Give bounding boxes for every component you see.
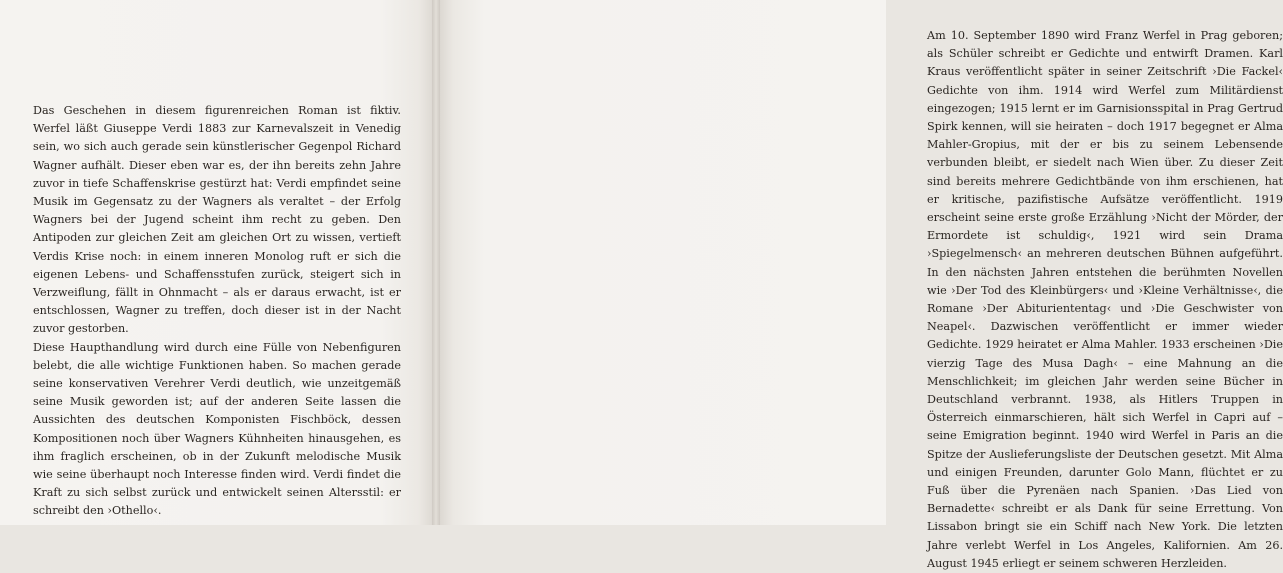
left-page-text <box>33 102 401 521</box>
book-gutter <box>432 0 440 525</box>
left-page <box>0 0 432 525</box>
left-paragraph-characters: Diese Haupthandlung wird durch eine Fülle von Nebenfiguren belebt, die alle wichtige Funktionen haben. So machen gerade seine konservativen Verehrer Verdi deutlich, wie unzeitgemäß seine Musik geworden ist; auf der anderen Seite lassen die Aussichten des deutschen Komponisten Fischböck, dessen Kompositionen noch über Wagners Kühnheiten hinausgehen, es ihm fraglich erscheinen, ob in der Zukunft melodische Musik wie seine überhaupt noch Interesse finden wird. Verdi findet die Kraft zu sich selbst zurück und entwickelt seinen Altersstil: er schreibt den ›Othello‹. <box>33 340 401 518</box>
right-page <box>440 0 1283 570</box>
right-paragraph-biography: Am 10. September 1890 wird Franz Werfel in Prag geboren; als Schüler schreibt er Gedichte und entwirft Dramen. Karl Kraus veröffentlicht später in seiner Zeitschrift ›Die Fackel‹ Gedichte von ihm. 1914 wird Werfel zum Militärdienst eingezogen; 1915 lernt er im Garnisionsspital in Prag Gertrud Spirk kennen, will sie heiraten – doch 1917 begegnet er Alma Mahler-Gropius, mit der er bis zu seinem Lebensende verbunden bleibt, er siedelt nach Wien über. Zu dieser Zeit sind bereits mehrere Gedichtbände von ihm erschienen, hat er kritische, pazifistische Aufsätze veröffentlicht. 1919 erscheint seine erste große Erzählung ›Nicht der Mörder, der Ermordete ist schuldig‹, 1921 wird sein Drama ›Spiegelmensch‹ an mehreren deutschen Bühnen aufgeführt. In den nächsten Jahren entstehen die berühmten Novellen wie ›Der Tod des Kleinbürgers‹ und ›Kleine Verhältnisse‹, die Romane ›Der Abituriententag‹ und ›Die Geschwister von Neapel‹. Dazwischen veröffentlicht er immer wieder Gedichte. 1929 heiratet er Alma Mahler. 1933 erscheinen ›Die vierzig Tage des Musa Dagh‹ – eine Mahnung an die Menschlichkeit; im gleichen Jahr werden seine Bücher in Deutschland verbrannt. 1938, als Hitlers Truppen in Österreich einmarschieren, hält sich Werfel in Capri auf – seine Emigration beginnt. 1940 wird Werfel in Paris an die Spitze der Auslieferungsliste der Deutschen gesetzt. Mit Alma und einigen Freunden, darunter Golo Mann, flüchtet er zu Fuß über die Pyrenäen nach Spanien. ›Das Lied von Bernadette‹ schreibt er als Dank für seine Errettung. Von Lissabon bringt sie ein Schiff nach New York. Die letzten Jahre verlebt Werfel in Los Angeles, Kalifornien. Am 26. August 1945 erliegt er seinem schweren Herzleiden. <box>927 29 1283 570</box>
right-page-text <box>927 27 1283 573</box>
left-paragraph-plot: Das Geschehen in diesem figurenreichen Roman ist fiktiv. Werfel läßt Giuseppe Verdi 1883 zur Karnevalszeit in Venedig sein, wo sich auch gerade sein künstlerischer Gegenpol Richard Wagner aufhält. Dieser eben war es, der ihn bereits zehn Jahre zuvor in tiefe Schaffenskrise gestürzt hat: Verdi empfindet seine Musik im Gegensatz zu der Wagners als veraltet – der Erfolg Wagners bei der Jugend scheint ihm recht zu geben. Den Antipoden zur gleichen Zeit am gleichen Ort zu wissen, vertieft Verdis Krise noch: in einem inneren Monolog ruft er sich die eigenen Lebens- und Schaffensstufen zurück, steigert sich in Verzweiflung, fällt in Ohnmacht – als er daraus erwacht, ist er entschlossen, Wagner zu treffen, doch dieser ist in der Nacht zuvor gestorben. <box>33 104 401 336</box>
